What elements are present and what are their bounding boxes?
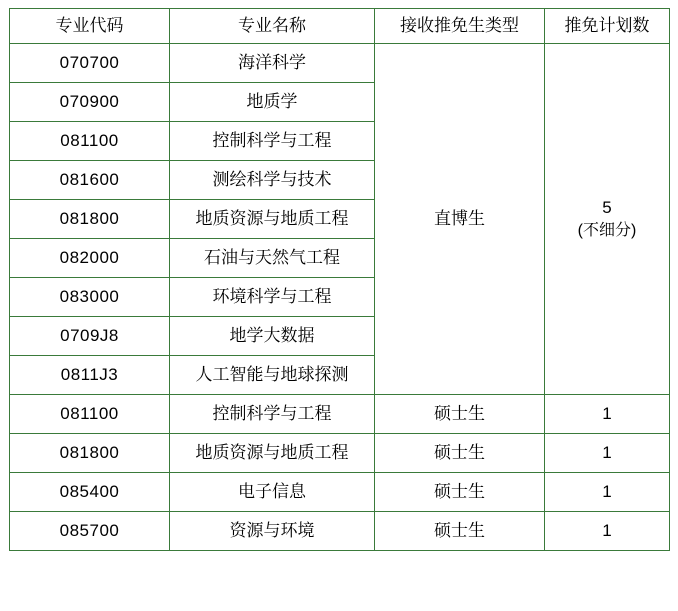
table-row xyxy=(10,434,670,473)
major-code-cell: 070700 xyxy=(10,44,170,83)
table-body xyxy=(10,44,670,551)
major-code-cell: 081600 xyxy=(10,161,170,200)
plan-count-cell: 1 xyxy=(545,395,670,434)
major-name-cell: 资源与环境 xyxy=(170,512,375,551)
table-header-row xyxy=(10,9,670,44)
table-header xyxy=(10,9,670,44)
plan-count-note: (不细分) xyxy=(577,221,637,239)
plan-count-cell: 1 xyxy=(545,512,670,551)
major-code-cell: 081100 xyxy=(10,395,170,434)
column-header-plan-count: 推免计划数 xyxy=(545,9,670,44)
major-name-cell: 电子信息 xyxy=(170,473,375,512)
recommend-type-cell: 硕士生 xyxy=(375,434,545,473)
table-row xyxy=(10,473,670,512)
recommend-type-cell: 硕士生 xyxy=(375,395,545,434)
column-header-recommend-type: 接收推免生类型 xyxy=(375,9,545,44)
major-code-cell: 085700 xyxy=(10,512,170,551)
recommend-type-cell: 硕士生 xyxy=(375,512,545,551)
major-name-cell: 环境科学与工程 xyxy=(170,278,375,317)
recommend-type-merged-cell: 直博生 xyxy=(375,44,545,395)
major-code-cell: 085400 xyxy=(10,473,170,512)
major-name-cell: 控制科学与工程 xyxy=(170,395,375,434)
major-name-cell: 地质资源与地质工程 xyxy=(170,434,375,473)
document-page xyxy=(0,8,678,611)
plan-count-cell: 1 xyxy=(545,434,670,473)
major-code-cell: 083000 xyxy=(10,278,170,317)
major-name-cell: 测绘科学与技术 xyxy=(170,161,375,200)
major-code-cell: 081800 xyxy=(10,200,170,239)
major-code-cell: 070900 xyxy=(10,83,170,122)
major-name-cell: 地学大数据 xyxy=(170,317,375,356)
major-code-cell: 081100 xyxy=(10,122,170,161)
major-code-cell: 081800 xyxy=(10,434,170,473)
plan-count-value: 5 xyxy=(602,197,612,217)
major-name-cell: 地质资源与地质工程 xyxy=(170,200,375,239)
major-code-cell: 0811J3 xyxy=(10,356,170,395)
major-name-cell: 人工智能与地球探测 xyxy=(170,356,375,395)
column-header-major-name: 专业名称 xyxy=(170,9,375,44)
major-code-cell: 082000 xyxy=(10,239,170,278)
table-row xyxy=(10,44,670,83)
major-name-cell: 地质学 xyxy=(170,83,375,122)
major-name-cell: 控制科学与工程 xyxy=(170,122,375,161)
major-name-cell: 海洋科学 xyxy=(170,44,375,83)
plan-count-cell: 1 xyxy=(545,473,670,512)
table-row xyxy=(10,512,670,551)
admission-plan-table xyxy=(9,8,670,551)
table-row xyxy=(10,395,670,434)
major-code-cell: 0709J8 xyxy=(10,317,170,356)
recommend-type-cell: 硕士生 xyxy=(375,473,545,512)
column-header-major-code: 专业代码 xyxy=(10,9,170,44)
plan-count-merged-cell xyxy=(545,44,670,395)
major-name-cell: 石油与天然气工程 xyxy=(170,239,375,278)
